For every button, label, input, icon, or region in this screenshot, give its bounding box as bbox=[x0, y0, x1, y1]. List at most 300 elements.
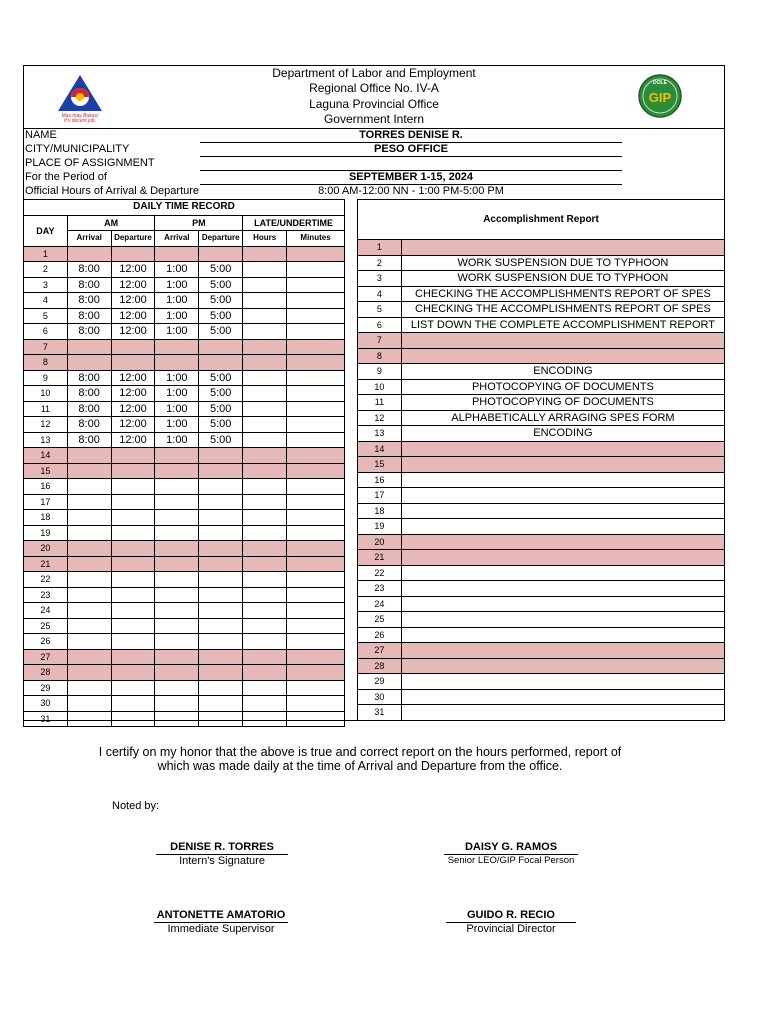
minutes-header: Minutes bbox=[287, 231, 345, 247]
am-arrival-cell: 8:00 bbox=[67, 277, 111, 293]
accomplishment-day-cell: 20 bbox=[358, 534, 402, 550]
minutes-cell bbox=[287, 680, 345, 696]
accomplishment-row bbox=[358, 255, 725, 271]
pm-arrival-cell bbox=[155, 634, 199, 650]
dtr-row bbox=[24, 370, 345, 386]
hours-cell bbox=[243, 432, 287, 448]
day-cell: 20 bbox=[24, 541, 68, 557]
dtr-row bbox=[24, 510, 345, 526]
am-departure-cell: 12:00 bbox=[111, 417, 155, 433]
dtr-row bbox=[24, 417, 345, 433]
accomplishment-task-cell bbox=[401, 612, 724, 628]
accomplishment-row bbox=[358, 286, 725, 302]
pm-arrival-cell bbox=[155, 680, 199, 696]
pm-arrival-cell bbox=[155, 556, 199, 572]
pm-departure-cell: 5:00 bbox=[199, 308, 243, 324]
minutes-cell bbox=[287, 293, 345, 309]
hours-cell bbox=[243, 355, 287, 371]
pm-departure-cell bbox=[199, 339, 243, 355]
minutes-cell bbox=[287, 339, 345, 355]
pm-arrival-cell: 1:00 bbox=[155, 293, 199, 309]
dtr-row bbox=[24, 525, 345, 541]
minutes-cell bbox=[287, 494, 345, 510]
accomplishment-task-cell: ENCODING bbox=[401, 364, 724, 380]
accomplishment-row bbox=[358, 333, 725, 349]
pm-departure-cell bbox=[199, 525, 243, 541]
dtr-row bbox=[24, 262, 345, 278]
svg-text:Mas may Bukas!: Mas may Bukas! bbox=[61, 113, 99, 119]
day-cell: 24 bbox=[24, 603, 68, 619]
am-arrival-header: Arrival bbox=[67, 231, 111, 247]
accomplishment-task-cell bbox=[401, 658, 724, 674]
am-departure-cell bbox=[111, 541, 155, 557]
accomplishment-task-cell bbox=[401, 503, 724, 519]
supervisor-role: Immediate Supervisor bbox=[167, 923, 275, 935]
dtr-row bbox=[24, 603, 345, 619]
minutes-cell bbox=[287, 308, 345, 324]
pm-departure-cell: 5:00 bbox=[199, 432, 243, 448]
am-arrival-cell bbox=[67, 355, 111, 371]
day-cell: 14 bbox=[24, 448, 68, 464]
director-name: GUIDO R. RECIO bbox=[446, 908, 576, 923]
accomplishment-day-cell: 5 bbox=[358, 302, 402, 318]
am-arrival-cell bbox=[67, 525, 111, 541]
am-departure-cell bbox=[111, 618, 155, 634]
day-cell: 29 bbox=[24, 680, 68, 696]
accomplishment-task-cell: WORK SUSPENSION DUE TO TYPHOON bbox=[401, 255, 724, 271]
day-cell: 26 bbox=[24, 634, 68, 650]
accomplishment-title: Accomplishment Report bbox=[358, 200, 725, 240]
day-cell: 31 bbox=[24, 711, 68, 727]
pm-departure-cell: 5:00 bbox=[199, 386, 243, 402]
day-cell: 23 bbox=[24, 587, 68, 603]
accomplishment-day-cell: 7 bbox=[358, 333, 402, 349]
pm-departure-cell bbox=[199, 355, 243, 371]
minutes-cell bbox=[287, 324, 345, 340]
am-header: AM bbox=[67, 215, 155, 231]
pm-arrival-cell: 1:00 bbox=[155, 432, 199, 448]
am-arrival-cell bbox=[67, 339, 111, 355]
minutes-cell bbox=[287, 587, 345, 603]
am-departure-cell: 12:00 bbox=[111, 277, 155, 293]
hours-cell bbox=[243, 572, 287, 588]
noted-by-label: Noted by: bbox=[112, 800, 160, 812]
am-arrival-cell: 8:00 bbox=[67, 401, 111, 417]
accomplishment-row bbox=[358, 488, 725, 504]
accomplishment-task-cell: PHOTOCOPYING OF DOCUMENTS bbox=[401, 395, 724, 411]
accomplishment-row bbox=[358, 581, 725, 597]
accomplishment-day-cell: 21 bbox=[358, 550, 402, 566]
day-cell: 8 bbox=[24, 355, 68, 371]
city-label: CITY/MUNICIPALITY bbox=[25, 143, 130, 155]
am-arrival-cell: 8:00 bbox=[67, 324, 111, 340]
pm-arrival-cell: 1:00 bbox=[155, 277, 199, 293]
minutes-cell bbox=[287, 246, 345, 262]
day-cell: 2 bbox=[24, 262, 68, 278]
dtr-row bbox=[24, 463, 345, 479]
am-departure-header: Departure bbox=[111, 231, 155, 247]
pm-arrival-cell: 1:00 bbox=[155, 386, 199, 402]
header-region: Regional Office No. IV-A bbox=[309, 81, 439, 95]
hours-header: Hours bbox=[243, 231, 287, 247]
am-arrival-cell bbox=[67, 711, 111, 727]
accomplishment-row bbox=[358, 379, 725, 395]
day-cell: 27 bbox=[24, 649, 68, 665]
accomplishment-day-cell: 14 bbox=[358, 441, 402, 457]
pm-departure-cell bbox=[199, 463, 243, 479]
name-label: NAME bbox=[25, 129, 57, 141]
header-provincial-office: Laguna Provincial Office bbox=[309, 97, 439, 111]
accomplishment-task-cell bbox=[401, 348, 724, 364]
accomplishment-task-cell bbox=[401, 519, 724, 535]
hours-cell bbox=[243, 618, 287, 634]
am-arrival-cell bbox=[67, 665, 111, 681]
pm-arrival-cell bbox=[155, 355, 199, 371]
dtr-row bbox=[24, 711, 345, 727]
am-departure-cell bbox=[111, 494, 155, 510]
accomplishment-day-cell: 2 bbox=[358, 255, 402, 271]
am-arrival-cell bbox=[67, 680, 111, 696]
hours-cell bbox=[243, 634, 287, 650]
dtr-row bbox=[24, 696, 345, 712]
accomplishment-task-cell bbox=[401, 472, 724, 488]
minutes-cell bbox=[287, 401, 345, 417]
pm-arrival-header: Arrival bbox=[155, 231, 199, 247]
hours-cell bbox=[243, 510, 287, 526]
dtr-row bbox=[24, 618, 345, 634]
svg-text:It's decent job.: It's decent job. bbox=[63, 118, 97, 123]
accomplishment-day-cell: 10 bbox=[358, 379, 402, 395]
pm-arrival-cell bbox=[155, 448, 199, 464]
minutes-cell bbox=[287, 665, 345, 681]
day-cell: 13 bbox=[24, 432, 68, 448]
day-cell: 17 bbox=[24, 494, 68, 510]
dtr-row bbox=[24, 680, 345, 696]
certification-line-1: I certify on my honor that the above is true and correct report on the hours performed, report of bbox=[98, 745, 622, 759]
pm-arrival-cell bbox=[155, 649, 199, 665]
accomplishment-row bbox=[358, 410, 725, 426]
accomplishment-task-cell bbox=[401, 457, 724, 473]
day-cell: 18 bbox=[24, 510, 68, 526]
accomplishment-task-cell: WORK SUSPENSION DUE TO TYPHOON bbox=[401, 271, 724, 287]
dtr-row bbox=[24, 649, 345, 665]
day-cell: 1 bbox=[24, 246, 68, 262]
dtr-row bbox=[24, 386, 345, 402]
pm-departure-cell bbox=[199, 603, 243, 619]
accomplishment-task-cell: LIST DOWN THE COMPLETE ACCOMPLISHMENT REPORT bbox=[401, 317, 724, 333]
hours-cell bbox=[243, 556, 287, 572]
pm-departure-cell bbox=[199, 696, 243, 712]
am-arrival-cell bbox=[67, 246, 111, 262]
pm-arrival-cell bbox=[155, 541, 199, 557]
accomplishment-day-cell: 8 bbox=[358, 348, 402, 364]
pm-departure-cell bbox=[199, 510, 243, 526]
day-cell: 5 bbox=[24, 308, 68, 324]
pm-departure-cell bbox=[199, 494, 243, 510]
accomplishment-day-cell: 6 bbox=[358, 317, 402, 333]
am-arrival-cell: 8:00 bbox=[67, 417, 111, 433]
accomplishment-task-cell bbox=[401, 534, 724, 550]
minutes-cell bbox=[287, 649, 345, 665]
pm-arrival-cell bbox=[155, 587, 199, 603]
hours-cell bbox=[243, 277, 287, 293]
am-departure-cell bbox=[111, 448, 155, 464]
dtr-title: DAILY TIME RECORD bbox=[24, 200, 345, 216]
accomplishment-task-cell bbox=[401, 581, 724, 597]
accomplishment-row bbox=[358, 348, 725, 364]
accomplishment-day-cell: 3 bbox=[358, 271, 402, 287]
accomplishment-task-cell bbox=[401, 643, 724, 659]
am-departure-cell bbox=[111, 696, 155, 712]
accomplishment-row bbox=[358, 550, 725, 566]
accomplishment-task-cell bbox=[401, 674, 724, 690]
dtr-row bbox=[24, 556, 345, 572]
accomplishment-task-cell bbox=[401, 240, 724, 256]
am-departure-cell bbox=[111, 525, 155, 541]
accomplishment-task-cell: CHECKING THE ACCOMPLISHMENTS REPORT OF SPES bbox=[401, 302, 724, 318]
accomplishment-task-cell: ENCODING bbox=[401, 426, 724, 442]
minutes-cell bbox=[287, 448, 345, 464]
pm-departure-cell: 5:00 bbox=[199, 293, 243, 309]
accomplishment-day-cell: 30 bbox=[358, 689, 402, 705]
am-departure-cell: 12:00 bbox=[111, 324, 155, 340]
day-cell: 21 bbox=[24, 556, 68, 572]
period-value: SEPTEMBER 1-15, 2024 bbox=[200, 171, 622, 185]
am-departure-cell bbox=[111, 680, 155, 696]
pm-arrival-cell bbox=[155, 572, 199, 588]
pm-departure-cell bbox=[199, 246, 243, 262]
dtr-row bbox=[24, 401, 345, 417]
place-label: PLACE OF ASSIGNMENT bbox=[25, 157, 155, 169]
dtr-row bbox=[24, 634, 345, 650]
am-departure-cell bbox=[111, 665, 155, 681]
hours-value: 8:00 AM-12:00 NN - 1:00 PM-5:00 PM bbox=[318, 185, 504, 197]
pm-arrival-cell bbox=[155, 618, 199, 634]
dtr-row bbox=[24, 432, 345, 448]
dtr-row bbox=[24, 479, 345, 495]
day-cell: 28 bbox=[24, 665, 68, 681]
minutes-cell bbox=[287, 277, 345, 293]
accomplishment-row bbox=[358, 565, 725, 581]
hours-cell bbox=[243, 339, 287, 355]
dtr-row bbox=[24, 355, 345, 371]
pm-arrival-cell bbox=[155, 479, 199, 495]
am-departure-cell bbox=[111, 649, 155, 665]
pm-arrival-cell: 1:00 bbox=[155, 370, 199, 386]
am-arrival-cell bbox=[67, 463, 111, 479]
pm-arrival-cell bbox=[155, 246, 199, 262]
accomplishment-day-cell: 23 bbox=[358, 581, 402, 597]
pm-departure-cell: 5:00 bbox=[199, 417, 243, 433]
am-departure-cell: 12:00 bbox=[111, 262, 155, 278]
accomplishment-day-cell: 29 bbox=[358, 674, 402, 690]
am-arrival-cell bbox=[67, 696, 111, 712]
svg-text:GIP: GIP bbox=[648, 90, 672, 105]
accomplishment-day-cell: 19 bbox=[358, 519, 402, 535]
accomplishment-row bbox=[358, 457, 725, 473]
minutes-cell bbox=[287, 711, 345, 727]
am-departure-cell bbox=[111, 572, 155, 588]
minutes-cell bbox=[287, 603, 345, 619]
pm-arrival-cell: 1:00 bbox=[155, 308, 199, 324]
accomplishment-task-cell bbox=[401, 627, 724, 643]
minutes-cell bbox=[287, 417, 345, 433]
minutes-cell bbox=[287, 479, 345, 495]
am-departure-cell bbox=[111, 246, 155, 262]
hours-label: Official Hours of Arrival & Departure bbox=[25, 185, 200, 197]
dtr-row bbox=[24, 494, 345, 510]
pm-arrival-cell: 1:00 bbox=[155, 401, 199, 417]
minutes-cell bbox=[287, 355, 345, 371]
minutes-cell bbox=[287, 262, 345, 278]
dtr-row bbox=[24, 277, 345, 293]
accomplishment-row bbox=[358, 627, 725, 643]
day-cell: 22 bbox=[24, 572, 68, 588]
accomplishment-day-cell: 15 bbox=[358, 457, 402, 473]
pm-departure-cell bbox=[199, 587, 243, 603]
day-cell: 4 bbox=[24, 293, 68, 309]
accomplishment-day-cell: 24 bbox=[358, 596, 402, 612]
am-arrival-cell: 8:00 bbox=[67, 370, 111, 386]
accomplishment-row bbox=[358, 302, 725, 318]
am-departure-cell bbox=[111, 634, 155, 650]
dtr-row bbox=[24, 308, 345, 324]
hours-cell bbox=[243, 293, 287, 309]
accomplishment-row bbox=[358, 689, 725, 705]
am-departure-cell bbox=[111, 463, 155, 479]
accomplishment-day-cell: 13 bbox=[358, 426, 402, 442]
accomplishment-table bbox=[357, 199, 725, 721]
am-arrival-cell bbox=[67, 634, 111, 650]
form-header bbox=[23, 65, 725, 129]
accomplishment-row bbox=[358, 240, 725, 256]
accomplishment-day-cell: 9 bbox=[358, 364, 402, 380]
am-departure-cell bbox=[111, 510, 155, 526]
minutes-cell bbox=[287, 618, 345, 634]
accomplishment-task-cell bbox=[401, 333, 724, 349]
dtr-row bbox=[24, 665, 345, 681]
minutes-cell bbox=[287, 541, 345, 557]
am-arrival-cell: 8:00 bbox=[67, 262, 111, 278]
dtr-table bbox=[23, 199, 345, 727]
am-departure-cell: 12:00 bbox=[111, 386, 155, 402]
pm-arrival-cell: 1:00 bbox=[155, 324, 199, 340]
hours-cell bbox=[243, 370, 287, 386]
pm-departure-cell bbox=[199, 649, 243, 665]
hours-cell bbox=[243, 603, 287, 619]
pm-arrival-cell bbox=[155, 711, 199, 727]
accomplishment-row bbox=[358, 271, 725, 287]
accomplishment-row bbox=[358, 426, 725, 442]
accomplishment-row bbox=[358, 596, 725, 612]
accomplishment-day-cell: 26 bbox=[358, 627, 402, 643]
accomplishment-task-cell: CHECKING THE ACCOMPLISHMENTS REPORT OF SPES bbox=[401, 286, 724, 302]
hours-cell bbox=[243, 680, 287, 696]
am-arrival-cell bbox=[67, 572, 111, 588]
hours-cell bbox=[243, 696, 287, 712]
am-departure-cell bbox=[111, 479, 155, 495]
certification-line-2: which was made daily at the time of Arrival and Departure from the office. bbox=[157, 759, 563, 773]
am-departure-cell: 12:00 bbox=[111, 432, 155, 448]
am-arrival-cell: 8:00 bbox=[67, 293, 111, 309]
gip-logo-icon bbox=[637, 73, 683, 119]
accomplishment-day-cell: 12 bbox=[358, 410, 402, 426]
accomplishment-row bbox=[358, 364, 725, 380]
pm-departure-header: Departure bbox=[199, 231, 243, 247]
accomplishment-day-cell: 11 bbox=[358, 395, 402, 411]
hours-cell bbox=[243, 448, 287, 464]
accomplishment-day-cell: 31 bbox=[358, 705, 402, 721]
pm-arrival-cell bbox=[155, 510, 199, 526]
accomplishment-day-cell: 4 bbox=[358, 286, 402, 302]
accomplishment-row bbox=[358, 317, 725, 333]
pm-departure-cell bbox=[199, 556, 243, 572]
pm-arrival-cell bbox=[155, 696, 199, 712]
am-arrival-cell bbox=[67, 587, 111, 603]
day-cell: 3 bbox=[24, 277, 68, 293]
am-departure-cell bbox=[111, 355, 155, 371]
day-cell: 16 bbox=[24, 479, 68, 495]
accomplishment-task-cell bbox=[401, 441, 724, 457]
accomplishment-task-cell bbox=[401, 705, 724, 721]
director-role: Provincial Director bbox=[466, 923, 556, 935]
am-departure-cell bbox=[111, 556, 155, 572]
am-arrival-cell bbox=[67, 541, 111, 557]
am-departure-cell: 12:00 bbox=[111, 293, 155, 309]
pm-departure-cell bbox=[199, 618, 243, 634]
minutes-cell bbox=[287, 370, 345, 386]
am-departure-cell bbox=[111, 711, 155, 727]
period-label: For the Period of bbox=[25, 171, 107, 183]
day-cell: 9 bbox=[24, 370, 68, 386]
am-departure-cell: 12:00 bbox=[111, 370, 155, 386]
city-value: PESO OFFICE bbox=[200, 143, 622, 157]
pm-departure-cell: 5:00 bbox=[199, 262, 243, 278]
hours-cell bbox=[243, 525, 287, 541]
hours-cell bbox=[243, 262, 287, 278]
am-departure-cell bbox=[111, 339, 155, 355]
accomplishment-task-cell bbox=[401, 488, 724, 504]
pm-departure-cell bbox=[199, 680, 243, 696]
accomplishment-day-cell: 28 bbox=[358, 658, 402, 674]
accomplishment-row bbox=[358, 658, 725, 674]
pm-departure-cell bbox=[199, 448, 243, 464]
am-arrival-cell bbox=[67, 603, 111, 619]
hours-cell bbox=[243, 463, 287, 479]
hours-cell bbox=[243, 386, 287, 402]
pm-arrival-cell bbox=[155, 603, 199, 619]
minutes-cell bbox=[287, 463, 345, 479]
day-cell: 19 bbox=[24, 525, 68, 541]
accomplishment-row bbox=[358, 643, 725, 659]
pm-departure-cell bbox=[199, 572, 243, 588]
am-arrival-cell bbox=[67, 494, 111, 510]
intern-role: Intern's Signature bbox=[179, 855, 265, 867]
intern-name: DENISE R. TORRES bbox=[156, 840, 288, 855]
accomplishment-day-cell: 22 bbox=[358, 565, 402, 581]
am-arrival-cell bbox=[67, 510, 111, 526]
accomplishment-row bbox=[358, 705, 725, 721]
am-departure-cell bbox=[111, 587, 155, 603]
minutes-cell bbox=[287, 572, 345, 588]
hours-cell bbox=[243, 479, 287, 495]
pm-header: PM bbox=[155, 215, 243, 231]
hours-cell bbox=[243, 541, 287, 557]
pm-departure-cell: 5:00 bbox=[199, 277, 243, 293]
minutes-cell bbox=[287, 386, 345, 402]
pm-arrival-cell bbox=[155, 494, 199, 510]
accomplishment-task-cell bbox=[401, 550, 724, 566]
